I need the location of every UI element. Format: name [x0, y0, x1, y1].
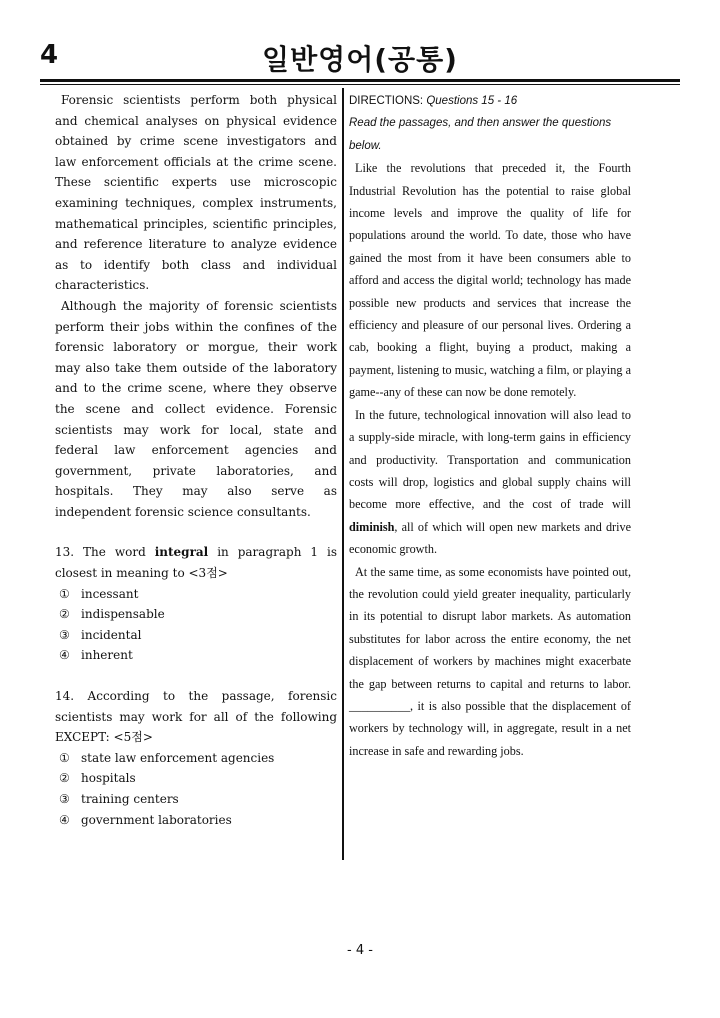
- option-marker: ②: [59, 607, 70, 622]
- footer-page-number: - 4 -: [347, 943, 373, 958]
- q13-option-3[interactable]: [55, 625, 337, 646]
- option-text: hospitals: [81, 771, 136, 786]
- question-14: [55, 686, 337, 830]
- p2-keyword: diminish: [349, 519, 395, 534]
- q13-keyword: integral: [154, 545, 209, 560]
- header-rule: [40, 79, 680, 82]
- option-text: government laboratories: [81, 812, 232, 827]
- q13-option-1[interactable]: [55, 584, 337, 605]
- page-title: 일반영어(공통): [262, 43, 458, 76]
- reading-paragraph-3: At the same time, as some economists have pointed out, the revolution could yield greater inequality, particularly in its potential to disrupt labor markets. As automation substitutes for labor across the entire economy, the net displacement of workers by machines might exacerbate the gap between returns to capital and returns to labor. __________, it is also possible that the displacement of workers by technology will, in aggregate, result in a net increase in safe and rewarding jobs.: [349, 564, 631, 758]
- column-divider: [342, 88, 344, 860]
- option-marker: ③: [59, 792, 70, 806]
- q13-option-2[interactable]: [55, 604, 337, 625]
- option-marker: ②: [59, 771, 70, 786]
- directions-header: [349, 90, 631, 112]
- option-marker: ④: [59, 648, 70, 663]
- passage-paragraph-2: Although the majority of forensic scientists perform their jobs within the confines of the forensic laboratory or morgue, their work may also take them outside of the laboratory and to the crime scene, where they observe the scene and collect evidence. Forensic scientists may work for local, state and federal law enforcement agencies and government, private laboratories, and hospitals. They may also serve as independent forensic science consultants.: [55, 298, 337, 519]
- directions-label: DIRECTIONS:: [349, 95, 424, 107]
- q14-option-2[interactable]: [55, 768, 337, 789]
- option-marker: ④: [59, 812, 70, 827]
- option-text: state law enforcement agencies: [81, 750, 275, 765]
- question-13: [55, 542, 337, 666]
- option-text: inherent: [81, 648, 133, 663]
- passage-paragraph-1: Forensic scientists perform both physical and chemical analyses on physical evidence obtained by crime scene investigators and law enforcement officials at the crime scene. These scientific experts use microscopic examining techniques, complex instruments, mathematical principles, scientific principles, and reference literature to analyze evidence as to identify both class and individual characteristics.: [55, 93, 337, 293]
- option-marker: ①: [59, 750, 70, 765]
- reading-paragraph-2: [349, 404, 631, 561]
- option-marker: ①: [59, 586, 70, 601]
- q14-option-1[interactable]: [55, 748, 337, 769]
- directions-range: Questions 15 - 16: [426, 95, 518, 107]
- option-text: indispensable: [81, 607, 165, 622]
- option-text: training centers: [81, 792, 179, 806]
- q14-option-3[interactable]: [55, 789, 337, 810]
- option-text: incidental: [81, 627, 142, 642]
- p2-pre: In the future, technological innovation will also lead to a supply-side miracle, with long-term gains in efficiency and productivity. Transportation and communication costs will drop, logistics and global supply chains will become more effective, and the cost of trade will: [349, 407, 631, 512]
- q13-option-4[interactable]: [55, 645, 337, 666]
- q14-option-4[interactable]: [55, 810, 337, 831]
- right-column: [349, 90, 631, 762]
- left-column: [55, 90, 337, 830]
- question-13-stem: [55, 542, 337, 583]
- header-rule-thin: [40, 84, 680, 85]
- q13-stem-pre: 13. The word: [55, 545, 155, 560]
- directions-text: Read the passages, and then answer the questions below.: [349, 117, 612, 152]
- reading-paragraph-1: Like the revolutions that preceded it, the Fourth Industrial Revolution has the potential to raise global income levels and improve the quality of life for populations around the world. To date, those who have gained the most from it have been consumers able to afford and access the digital world; technology has made possible new products and services that increase the efficiency and pleasure of our personal lives. Ordering a cab, booking a flight, buying a product, making a payment, listening to music, watching a film, or playing a game--any of these can now be done remotely.: [349, 161, 631, 400]
- q13-stem-post: in paragraph 1 is closest in meaning to <3점>: [55, 545, 337, 581]
- option-text: incessant: [81, 586, 139, 601]
- p2-post: , all of which will open new markets and drive economic growth.: [349, 519, 631, 557]
- question-14-stem: 14. According to the passage, forensic scientists may work for all of the following EXCEPT: <5점>: [55, 689, 337, 745]
- page-number: 4: [40, 40, 59, 70]
- option-marker: ③: [59, 627, 70, 642]
